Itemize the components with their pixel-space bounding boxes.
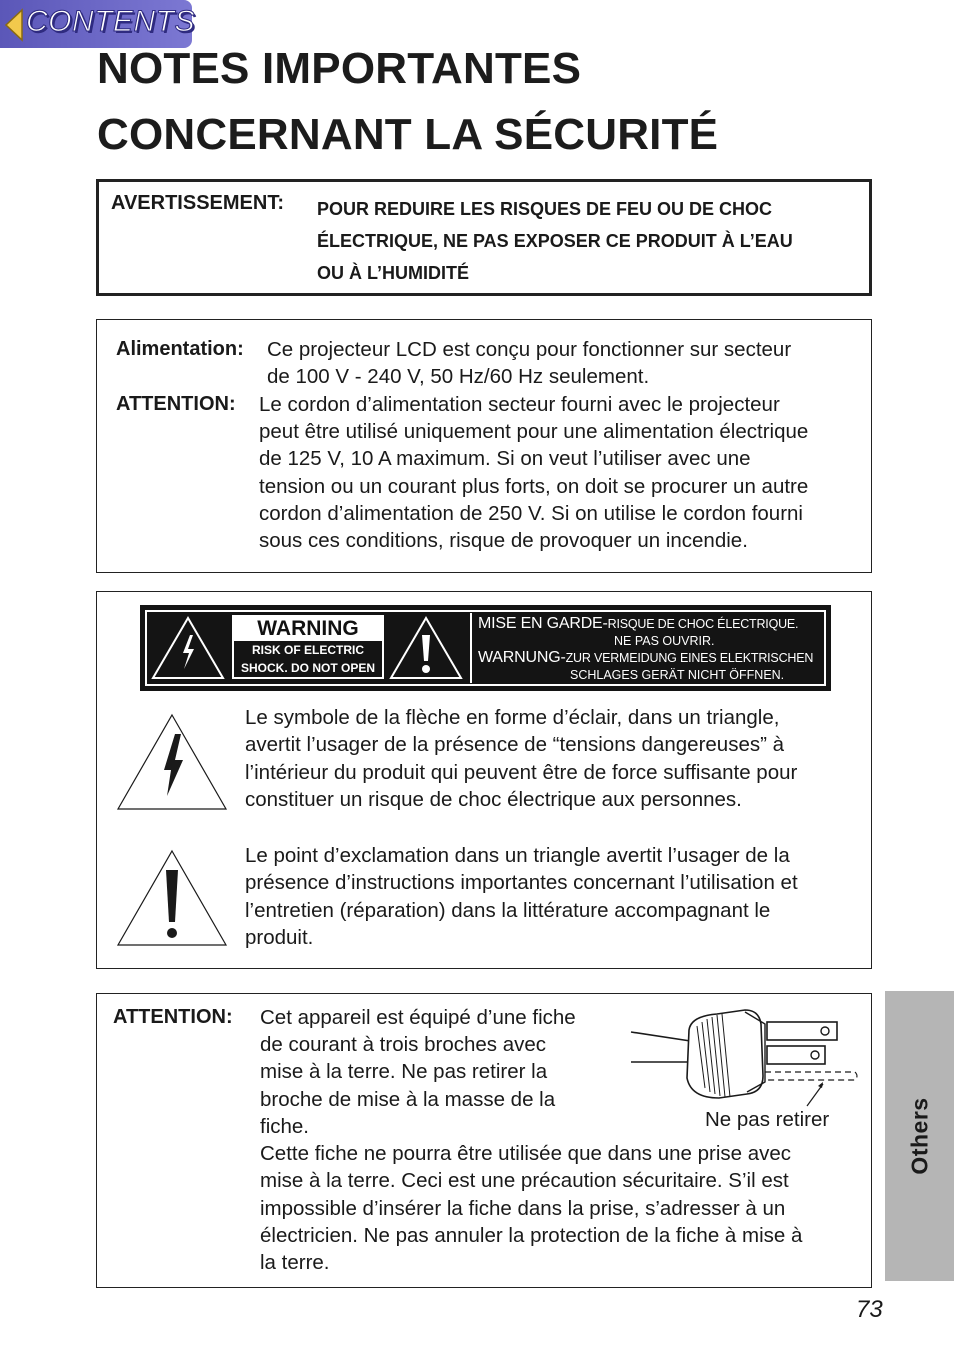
warning-text <box>317 193 867 289</box>
exclamation-description <box>245 842 865 951</box>
plug-caution-line: mise à la terre. Ne pas retirer la <box>260 1060 548 1083</box>
grounded-plug-icon <box>627 1002 867 1107</box>
description-line: avertit l’usager de la présence de “tensions dangereuses” à <box>245 733 785 757</box>
page-title-line-1: NOTES IMPORTANTES <box>97 44 582 93</box>
plug-caution-line: fiche. <box>260 1115 309 1138</box>
plug-caution-line: Cet appareil est équipé d’une fiche <box>260 1006 576 1029</box>
caution-line: sous ces conditions, risque de provoquer un incendie. <box>259 529 748 552</box>
warning-plate-line: SHOCK. DO NOT OPEN <box>240 661 375 675</box>
multilingual-warning <box>470 613 820 683</box>
warning-plate <box>232 615 384 679</box>
symbols-box <box>96 591 872 969</box>
plug-caution-line: Cette fiche ne pourra être utilisée que dans une prise avec <box>260 1142 792 1165</box>
exclamation-triangle-icon <box>115 848 229 948</box>
warning-plate-body <box>234 641 382 677</box>
plug-caption: Ne pas retirer <box>705 1108 830 1131</box>
french-warning-title: MISE EN GARDE- <box>478 615 608 632</box>
plug-caution-box <box>96 993 872 1288</box>
german-warning-line-2: SCHLAGES GERÄT NICHT ÖFFNEN. <box>570 668 785 682</box>
caution-line: Le cordon d’alimentation secteur fourni avec le projecteur <box>259 393 780 416</box>
plug-caution-line: impossible d’insérer la fiche dans la prise, s’adresser à un <box>260 1197 786 1220</box>
plug-caution-line: broche de mise à la masse de la <box>260 1088 556 1111</box>
warning-line: POUR REDUIRE LES RISQUES DE FEU OU DE CHOC <box>317 199 773 219</box>
warning-plate-title: WARNING <box>257 617 359 640</box>
warning-box <box>96 179 872 296</box>
caution-label: ATTENTION: <box>116 393 236 415</box>
french-warning-line <box>478 615 798 633</box>
plug-caution-line: de courant à trois broches avec <box>260 1033 547 1056</box>
contents-label: CONTENTS <box>26 5 195 38</box>
lightning-triangle-icon <box>115 712 229 812</box>
caution-line: tension ou un courant plus forts, on doit se procurer un autre <box>259 475 809 498</box>
plug-caution-label: ATTENTION: <box>113 1006 233 1028</box>
german-warning-title: WARNUNG- <box>478 649 566 666</box>
german-warning-line <box>478 649 813 667</box>
lightning-triangle-icon <box>150 615 226 681</box>
caution-line: cordon d’alimentation de 250 V. Si on utilise le cordon fourni <box>259 502 803 525</box>
german-warning-text: ZUR VERMEIDUNG EINES ELEKTRISCHEN <box>565 651 814 665</box>
plug-caution-line: mise à la terre. Ceci est une précaution sécuritaire. S’il est <box>260 1169 789 1192</box>
french-warning-text: RISQUE DE CHOC ÉLECTRIQUE. <box>607 617 799 631</box>
side-tab-others[interactable] <box>885 991 954 1281</box>
description-line: présence d’instructions importantes concernant l’utilisation et <box>245 871 798 895</box>
warning-line: ÉLECTRIQUE, NE PAS EXPOSER CE PRODUIT À L’EAU <box>317 231 793 251</box>
lightning-description <box>245 704 865 813</box>
page-title-line-2: CONCERNANT LA SÉCURITÉ <box>97 110 719 159</box>
left-arrow-icon <box>4 8 24 42</box>
description-line: l’entretien (réparation) dans la littérature accompagnant le <box>245 898 771 922</box>
exclamation-triangle-icon <box>388 615 464 681</box>
caution-line: de 125 V, 10 A maximum. Si on veut l’utiliser avec une <box>259 447 751 470</box>
warning-label-strip <box>140 605 831 691</box>
description-line: constituer un risque de choc électrique aux personnes. <box>245 787 742 811</box>
warning-label: AVERTISSEMENT: <box>111 192 284 214</box>
description-line: Le point d’exclamation dans un triangle avertit l’usager de la <box>245 844 790 867</box>
page-title <box>97 36 718 168</box>
description-line: Le symbole de la flèche en forme d’éclair, dans un triangle, <box>245 706 780 729</box>
french-warning-line-2: NE PAS OUVRIR. <box>614 634 715 648</box>
power-supply-line: de 100 V - 240 V, 50 Hz/60 Hz seulement. <box>267 365 650 388</box>
page-number: 73 <box>856 1296 883 1323</box>
power-supply-line: Ce projecteur LCD est conçu pour fonctionner sur secteur <box>267 338 792 361</box>
power-supply-label: Alimentation: <box>116 338 244 360</box>
description-line: l’intérieur du produit qui peuvent être de force suffisante pour <box>245 760 798 784</box>
plug-caution-line: électricien. Ne pas annuler la protection de la fiche à mise à <box>260 1224 803 1247</box>
side-tab-label: Others <box>906 1097 932 1175</box>
power-supply-box <box>96 319 872 573</box>
description-line: produit. <box>245 925 314 949</box>
caution-line: peut être utilisé uniquement pour une alimentation électrique <box>259 420 809 443</box>
warning-plate-line: RISK OF ELECTRIC <box>251 643 364 657</box>
plug-caution-line: la terre. <box>260 1251 330 1274</box>
warning-line: OU À L’HUMIDITÉ <box>317 263 469 283</box>
